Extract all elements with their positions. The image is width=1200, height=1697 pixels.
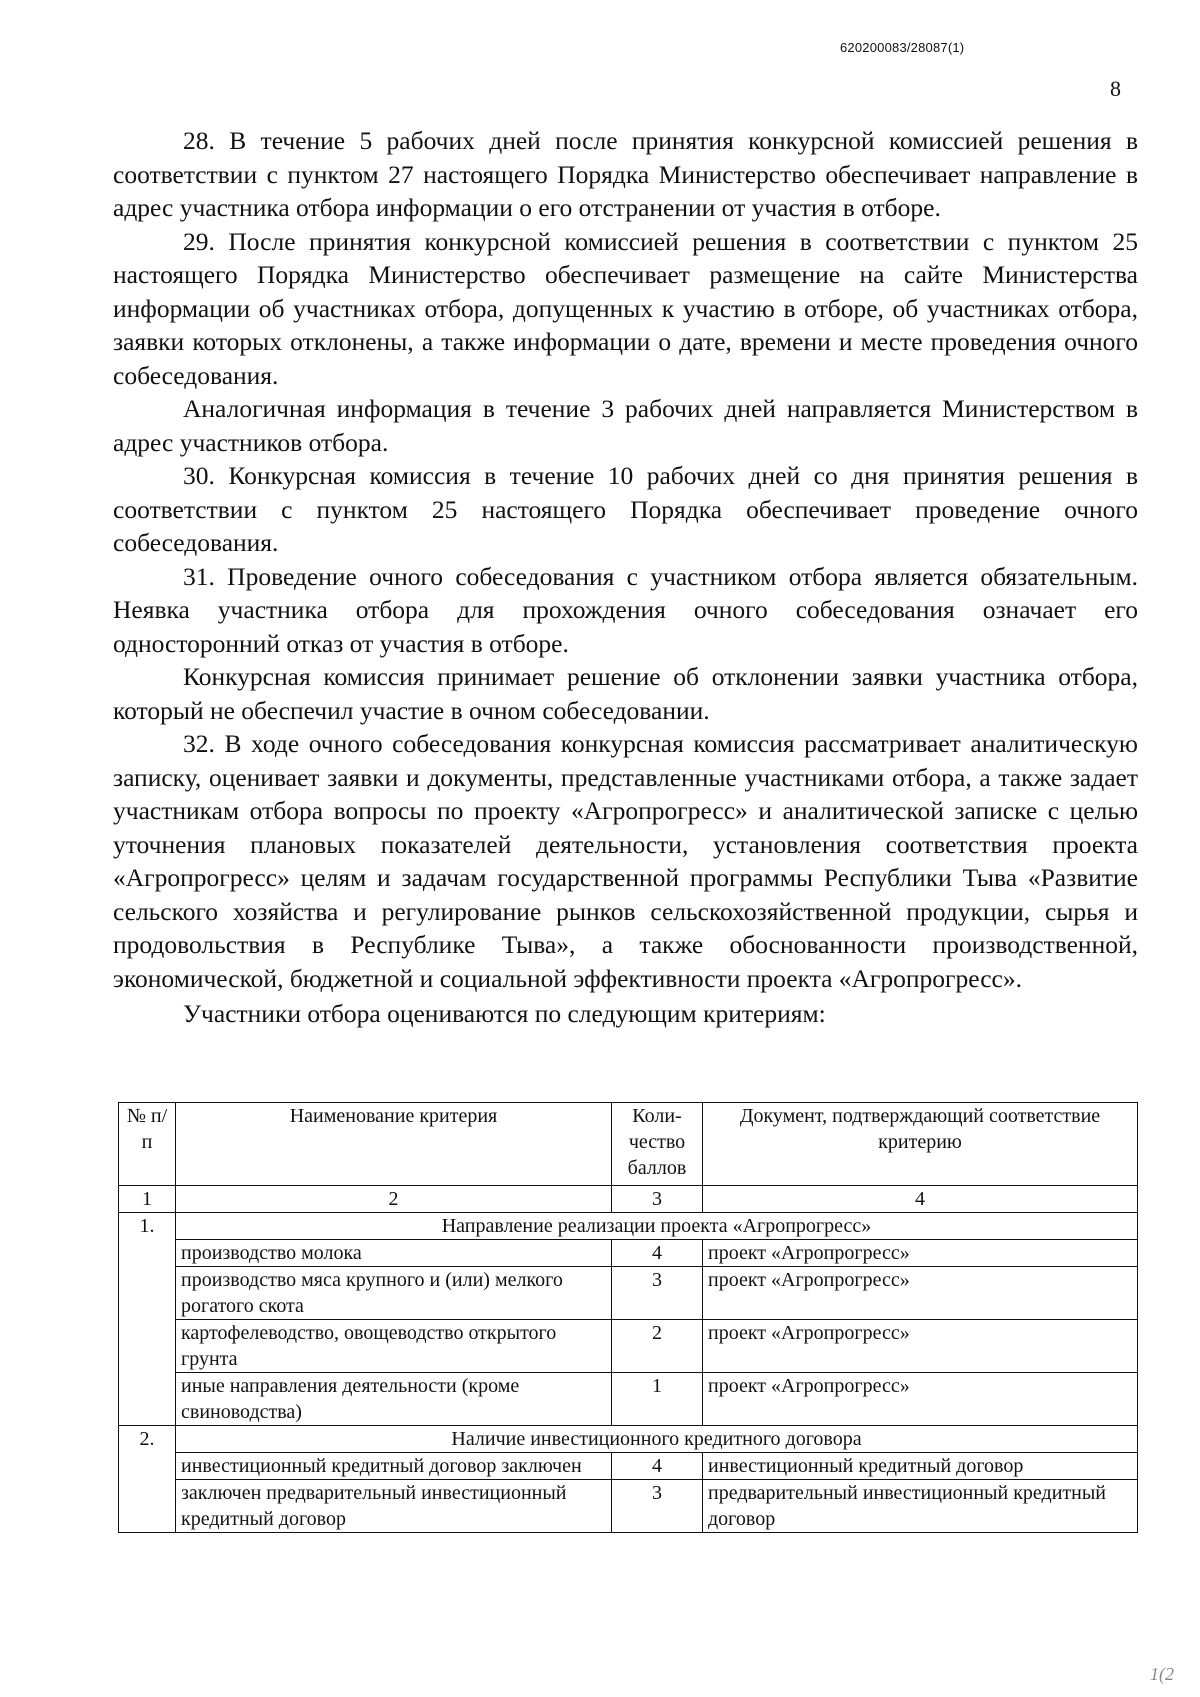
points-cell: 1 xyxy=(612,1373,703,1426)
column-number: 4 xyxy=(703,1186,1138,1213)
section-title: Наличие инвестиционного кредитного договора xyxy=(176,1426,1138,1453)
criterion-cell: картофелеводство, овощеводство открытого грунта xyxy=(176,1320,612,1373)
section-number: 2. xyxy=(119,1426,176,1533)
header-document: Документ, подтверждающий соответствие критерию xyxy=(703,1103,1138,1186)
paragraph-29-note: Аналогичная информация в течение 3 рабочих дней направляется Министерством в адрес участников отбора. xyxy=(113,394,1138,457)
column-number: 1 xyxy=(119,1186,176,1213)
section-row xyxy=(119,1426,1138,1453)
table-header-row xyxy=(119,1103,1138,1186)
document-number: 620200083/28087(1) xyxy=(840,40,965,55)
criterion-cell: заключен предварительный инвестиционный кредитный договор xyxy=(176,1480,612,1533)
document-body xyxy=(113,124,1138,1031)
paragraph-29: 29. После принятия конкурсной комиссией решения в соответствии с пунктом 25 настоящего Порядка Министерство обеспечивает размещение на сайте Министерства информации об участниках отбора, допущенных к участию в отборе, об участниках отбора, заявки которых отклонены, а также информации о дате, времени и месте проведения очного собеседования. xyxy=(113,226,1138,390)
table-row xyxy=(119,1320,1138,1373)
document-cell: предварительный инвестиционный кредитный договор xyxy=(703,1480,1138,1533)
header-points: Количество баллов xyxy=(612,1103,703,1186)
criterion-cell: инвестиционный кредитный договор заключен xyxy=(176,1453,612,1480)
document-cell: проект «Агропрогресс» xyxy=(703,1267,1138,1320)
criteria-table xyxy=(118,1102,1138,1533)
table-row xyxy=(119,1240,1138,1267)
points-cell: 3 xyxy=(612,1267,703,1320)
column-number: 3 xyxy=(612,1186,703,1213)
criterion-cell: производство молока xyxy=(176,1240,612,1267)
points-cell: 4 xyxy=(612,1240,703,1267)
paragraph-28: 28. В течение 5 рабочих дней после принятия конкурсной комиссией решения в соответствии с пунктом 27 настоящего Порядка Министерство обеспечивает направление в адрес участника отбора информации о его отстранении от участия в отборе. xyxy=(113,126,1138,222)
points-cell: 4 xyxy=(612,1453,703,1480)
page-number: 8 xyxy=(1110,76,1121,101)
points-cell: 2 xyxy=(612,1320,703,1373)
document-cell: инвестиционный кредитный договор xyxy=(703,1453,1138,1480)
table-row xyxy=(119,1267,1138,1320)
paragraph-30: 30. Конкурсная комиссия в течение 10 рабочих дней со дня принятия решения в соответствии с пунктом 25 настоящего Порядка обеспечивает проведение очного собеседования. xyxy=(113,461,1138,557)
table-row xyxy=(119,1373,1138,1426)
section-title: Направление реализации проекта «Агропрогресс» xyxy=(176,1213,1138,1240)
document-cell: проект «Агропрогресс» xyxy=(703,1373,1138,1426)
criterion-cell: иные направления деятельности (кроме свиноводства) xyxy=(176,1373,612,1426)
paragraph-31-note: Конкурсная комиссия принимает решение об отклонении заявки участника отбора, который не обеспечил участие в очном собеседовании. xyxy=(113,662,1138,725)
header-criterion: Наименование критерия xyxy=(176,1103,612,1186)
paragraph-32: 32. В ходе очного собеседования конкурсная комиссия рассматривает аналитическую записку, оценивает заявки и документы, представленные участниками отбора, а также задает участникам отбора вопросы по проекту «Агропрогресс» и аналитической записке с целью уточнения плановых показателей деятельности, установления соответствия проекта «Агропрогресс» целям и задачам государственной программы Республики Тыва «Развитие сельского хозяйства и регулирование рынков сельскохозяйственной продукции, сырья и продовольствия в Республике Тыва», а также обоснованности производственной, экономической, бюджетной и социальной эффективности проекта «Агропрогресс». xyxy=(113,729,1138,993)
section-number: 1. xyxy=(119,1213,176,1426)
table-row xyxy=(119,1453,1138,1480)
column-number-row xyxy=(119,1186,1138,1213)
paragraph-31: 31. Проведение очного собеседования с участником отбора является обязательным. Неявка участника отбора для прохождения очного собеседования означает его односторонний отказ от участия в отборе. xyxy=(113,561,1138,658)
header-number: № п/п xyxy=(119,1103,176,1186)
criteria-intro: Участники отбора оцениваются по следующим критериям: xyxy=(183,999,826,1028)
criterion-cell: производство мяса крупного и (или) мелкого рогатого скота xyxy=(176,1267,612,1320)
table-row xyxy=(119,1480,1138,1533)
document-cell: проект «Агропрогресс» xyxy=(703,1240,1138,1267)
section-row xyxy=(119,1213,1138,1240)
document-cell: проект «Агропрогресс» xyxy=(703,1320,1138,1373)
points-cell: 3 xyxy=(612,1480,703,1533)
column-number: 2 xyxy=(176,1186,612,1213)
handwritten-mark: 1(2 xyxy=(1150,1664,1174,1684)
